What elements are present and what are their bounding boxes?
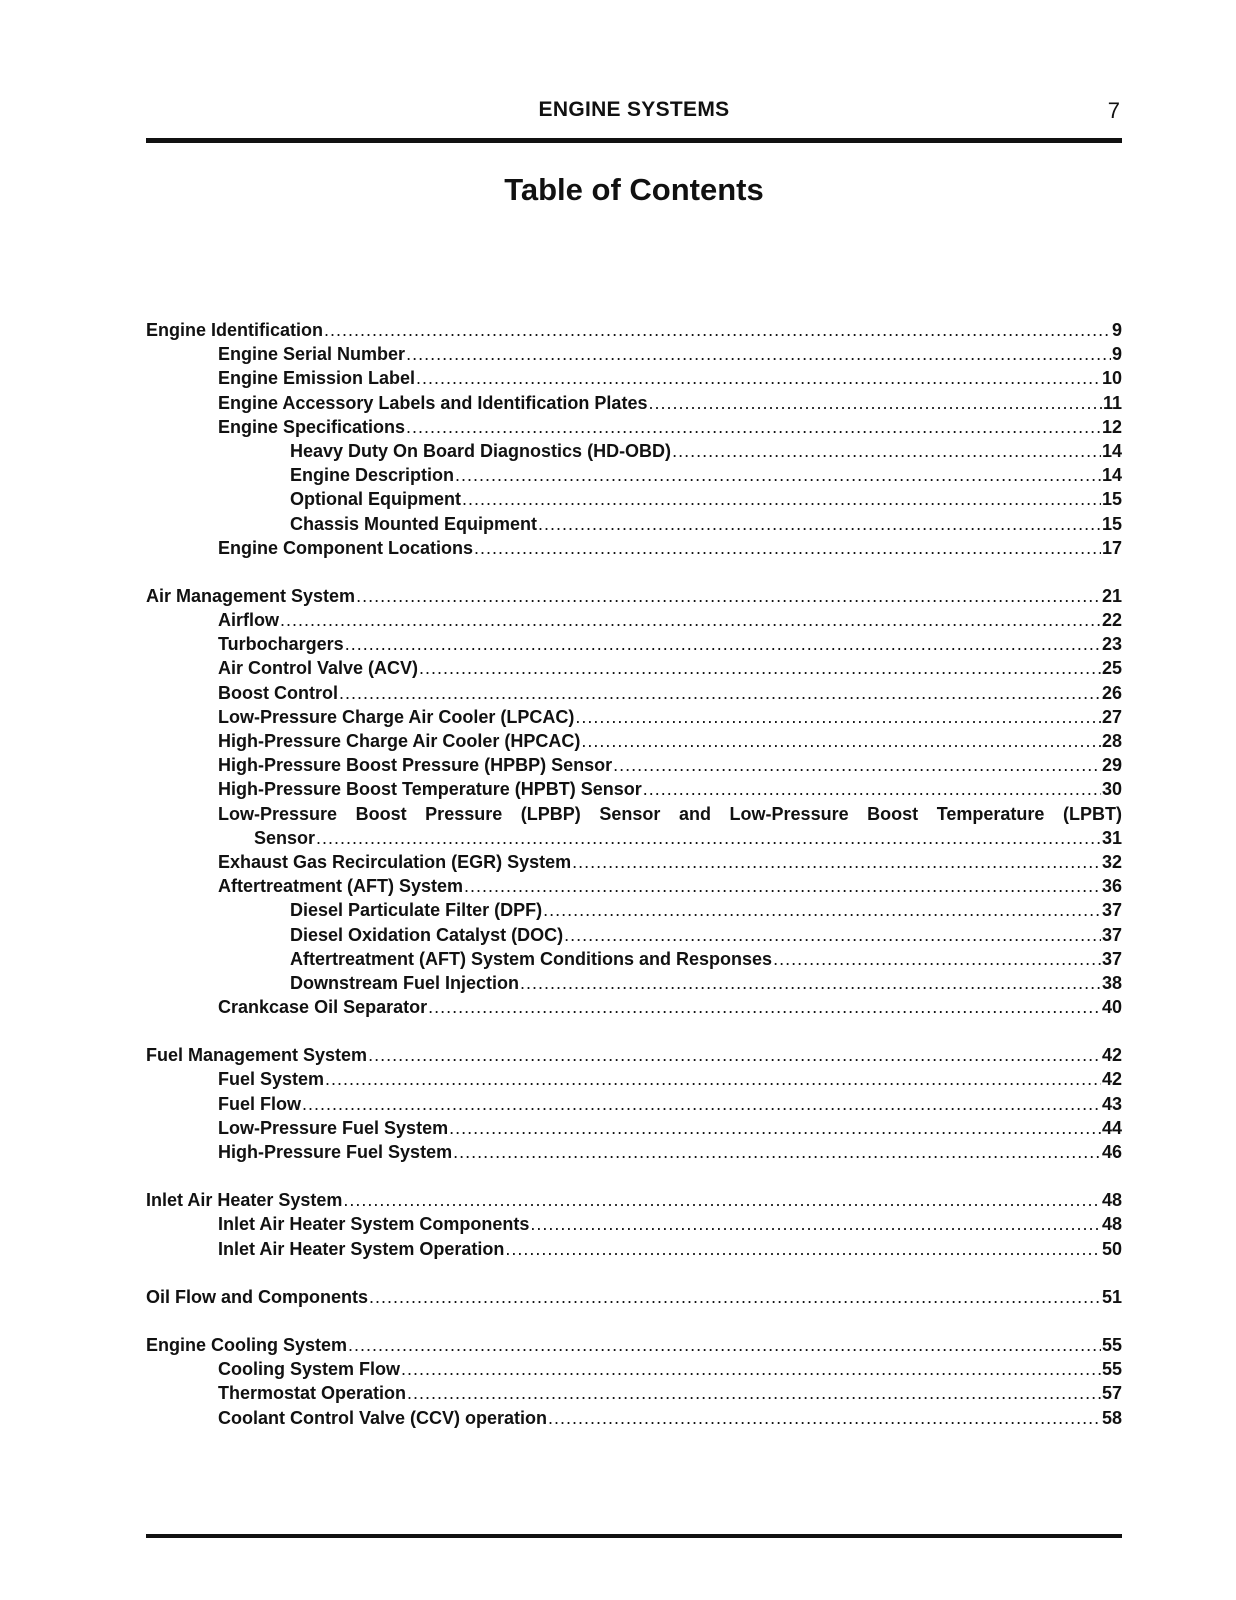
toc-entry[interactable] (146, 729, 1122, 753)
toc-entry-label: Thermostat Operation (218, 1383, 407, 1404)
toc-entry[interactable] (146, 1092, 1122, 1116)
toc-entry-label: Fuel System (218, 1069, 325, 1090)
toc-entry-page: 48 (1101, 1190, 1122, 1211)
page-number: 7 (1107, 98, 1120, 123)
toc-entry-page: 42 (1101, 1045, 1122, 1066)
toc-entry[interactable] (146, 1333, 1122, 1357)
toc-entry-label: Diesel Particulate Filter (DPF) (290, 900, 543, 921)
toc-entry[interactable] (146, 850, 1122, 874)
toc-entry-page: 37 (1101, 948, 1122, 969)
toc-entry[interactable] (146, 1357, 1122, 1381)
table-of-contents (146, 318, 1122, 1430)
toc-entry-label: Low-Pressure Fuel System (218, 1117, 449, 1138)
toc-entry-label: Heavy Duty On Board Diagnostics (HD-OBD) (290, 440, 672, 461)
toc-entry[interactable] (146, 391, 1122, 415)
dot-leader (369, 1285, 1101, 1309)
dot-leader (343, 1188, 1101, 1212)
toc-entry[interactable] (146, 366, 1122, 390)
dot-leader (474, 536, 1101, 560)
toc-entry-label: Oil Flow and Components (146, 1286, 368, 1307)
toc-entry-page: 42 (1101, 1069, 1122, 1090)
dot-leader (406, 342, 1111, 366)
toc-entry-label: Downstream Fuel Injection (290, 972, 520, 993)
toc-entry-page: 9 (1111, 320, 1122, 340)
toc-entry[interactable] (146, 415, 1122, 439)
toc-entry[interactable] (146, 705, 1122, 729)
toc-entry-label: Diesel Oxidation Catalyst (DOC) (290, 924, 564, 945)
toc-entry[interactable] (146, 342, 1122, 366)
toc-entry-label: Engine Cooling System (146, 1334, 348, 1355)
toc-entry-page: 55 (1101, 1359, 1122, 1380)
toc-entry-page: 15 (1101, 513, 1122, 534)
dot-leader (538, 512, 1101, 536)
toc-entry-label: Inlet Air Heater System Components (218, 1214, 530, 1235)
toc-entry[interactable] (146, 1212, 1122, 1236)
dot-leader (325, 1067, 1101, 1091)
toc-entry-label: Air Control Valve (ACV) (218, 658, 419, 679)
toc-entry-label: High-Pressure Boost Temperature (HPBT) Sensor (218, 779, 642, 800)
toc-entry-page: 46 (1101, 1142, 1122, 1162)
toc-entry[interactable] (146, 802, 1122, 850)
dot-leader (339, 681, 1101, 705)
dot-leader (428, 995, 1101, 1019)
toc-entry-label: High-Pressure Charge Air Cooler (HPCAC) (218, 731, 581, 751)
toc-entry[interactable] (146, 632, 1122, 656)
toc-entry-page: 10 (1101, 368, 1122, 389)
toc-entry[interactable] (146, 439, 1122, 463)
dot-leader (648, 391, 1102, 415)
toc-entry[interactable] (146, 777, 1122, 801)
dot-leader (345, 632, 1101, 656)
dot-leader (543, 898, 1101, 922)
toc-entry-label: Crankcase Oil Separator (218, 997, 428, 1018)
toc-entry-label: Engine Identification (146, 320, 324, 340)
toc-entry-page: 12 (1101, 416, 1122, 437)
toc-entry-label: High-Pressure Boost Pressure (HPBP) Sensor (218, 755, 613, 776)
toc-entry-label: Aftertreatment (AFT) System Conditions and Responses (290, 948, 773, 969)
toc-entry-page: 28 (1101, 731, 1122, 751)
toc-entry-page: 27 (1101, 706, 1122, 727)
dot-leader (462, 487, 1101, 511)
toc-entry[interactable] (146, 995, 1122, 1019)
toc-entry-page: 50 (1101, 1238, 1122, 1259)
toc-entry-page: 40 (1101, 997, 1122, 1018)
toc-entry[interactable] (146, 487, 1122, 511)
toc-entry-label: Coolant Control Valve (CCV) operation (218, 1407, 548, 1428)
toc-entry[interactable] (146, 1381, 1122, 1405)
toc-entry[interactable] (146, 536, 1122, 560)
toc-entry-label: Air Management System (146, 585, 356, 606)
toc-entry[interactable] (146, 947, 1122, 971)
toc-entry-label: Cooling System Flow (218, 1359, 401, 1380)
toc-entry-page: 38 (1101, 972, 1122, 993)
dot-leader (356, 584, 1101, 608)
toc-entry-page: 11 (1102, 392, 1122, 413)
toc-entry[interactable] (146, 681, 1122, 705)
toc-entry[interactable] (146, 971, 1122, 995)
footer-rule (146, 1534, 1122, 1538)
toc-entry-page: 17 (1101, 537, 1122, 558)
toc-entry-label: Aftertreatment (AFT) System (218, 876, 464, 897)
toc-entry-label: Engine Component Locations (218, 537, 473, 558)
toc-entry[interactable] (146, 1067, 1122, 1091)
toc-entry-page: 32 (1101, 851, 1122, 872)
toc-entry-label: Exhaust Gas Recirculation (EGR) System (218, 851, 572, 872)
toc-entry-page: 21 (1101, 585, 1122, 606)
toc-entry-page: 9 (1111, 344, 1122, 365)
toc-entry[interactable] (146, 1116, 1122, 1140)
dot-leader (368, 1043, 1101, 1067)
toc-entry-label: Low-Pressure Boost Pressure (LPBP) Sensor and Low-Pressure Boost Temperature (LPBT) (218, 803, 1122, 824)
dot-leader (581, 729, 1101, 753)
dot-leader (302, 1092, 1101, 1116)
dot-leader (464, 874, 1101, 898)
dot-leader (324, 318, 1111, 342)
toc-entry[interactable] (146, 1140, 1122, 1164)
toc-entry-page: 25 (1101, 658, 1122, 679)
toc-entry-label: Engine Specifications (218, 416, 406, 437)
dot-leader (575, 705, 1101, 729)
document-title: Table of Contents (504, 172, 764, 207)
toc-entry-page: 55 (1101, 1334, 1122, 1355)
toc-entry-page: 44 (1101, 1117, 1122, 1138)
toc-entry-label: Fuel Management System (146, 1045, 368, 1066)
toc-entry-label: Engine Description (290, 465, 455, 486)
toc-entry-page: 48 (1101, 1214, 1122, 1235)
toc-entry-label: Chassis Mounted Equipment (290, 513, 538, 534)
toc-entry[interactable] (146, 608, 1122, 632)
section-title: ENGINE SYSTEMS (538, 98, 730, 121)
dot-leader (455, 463, 1101, 487)
toc-entry[interactable] (146, 463, 1122, 487)
toc-entry[interactable] (146, 1188, 1122, 1212)
toc-entry[interactable] (146, 923, 1122, 947)
toc-entry-page: 26 (1101, 682, 1122, 703)
dot-leader (572, 850, 1101, 874)
toc-entry-label: Engine Emission Label (218, 368, 416, 389)
toc-entry-label: Inlet Air Heater System Operation (218, 1238, 505, 1259)
dot-leader (401, 1357, 1101, 1381)
page-header (146, 98, 1122, 126)
toc-entry-page: 15 (1101, 489, 1122, 510)
dot-leader (613, 753, 1101, 777)
toc-entry-label: Turbochargers (218, 634, 344, 655)
dot-leader (416, 366, 1101, 390)
toc-entry-page: 22 (1101, 610, 1122, 631)
toc-entry-page: 36 (1101, 876, 1122, 897)
toc-entry[interactable] (146, 1406, 1122, 1430)
dot-leader (505, 1237, 1101, 1261)
toc-entry-page: 29 (1101, 755, 1122, 776)
dot-leader (280, 608, 1101, 632)
toc-entry-page: 37 (1101, 924, 1122, 945)
dot-leader (530, 1212, 1101, 1236)
dot-leader (406, 415, 1101, 439)
toc-entry[interactable] (146, 318, 1122, 342)
toc-entry-page: 37 (1101, 900, 1122, 921)
toc-entry-label: Engine Accessory Labels and Identification Plates (218, 392, 648, 413)
header-rule (146, 138, 1122, 143)
dot-leader (564, 923, 1101, 947)
toc-entry-label: Inlet Air Heater System (146, 1190, 343, 1211)
toc-entry-label: Optional Equipment (290, 489, 461, 510)
dot-leader (449, 1116, 1101, 1140)
toc-entry-label: Fuel Flow (218, 1093, 301, 1114)
toc-entry[interactable] (146, 1285, 1122, 1309)
toc-entry-page: 51 (1101, 1286, 1122, 1307)
toc-entry-label: High-Pressure Fuel System (218, 1142, 453, 1162)
toc-entry[interactable] (146, 512, 1122, 536)
toc-entry[interactable] (146, 898, 1122, 922)
toc-entry-page: 30 (1101, 779, 1122, 800)
toc-entry-page: 14 (1101, 465, 1122, 486)
dot-leader (520, 971, 1101, 995)
toc-entry-page: 14 (1101, 440, 1122, 461)
toc-entry-page: 57 (1101, 1383, 1122, 1404)
toc-entry[interactable] (146, 1043, 1122, 1067)
toc-entry[interactable] (146, 584, 1122, 608)
dot-leader (643, 777, 1101, 801)
toc-entry[interactable] (146, 1237, 1122, 1261)
toc-entry-label-continued: Sensor (254, 827, 316, 848)
dot-leader (419, 656, 1101, 680)
toc-entry-page: 31 (1101, 827, 1122, 848)
dot-leader (672, 439, 1101, 463)
toc-entry-label: Low-Pressure Charge Air Cooler (LPCAC) (218, 706, 575, 727)
dot-leader (348, 1333, 1101, 1357)
toc-entry-label: Engine Serial Number (218, 344, 406, 365)
dot-leader (407, 1381, 1101, 1405)
dot-leader (773, 947, 1101, 971)
dot-leader (548, 1406, 1101, 1430)
toc-entry-page: 43 (1101, 1093, 1122, 1114)
toc-entry-label: Boost Control (218, 682, 338, 703)
toc-entry-label: Airflow (218, 610, 279, 631)
toc-entry[interactable] (146, 656, 1122, 680)
dot-leader (316, 826, 1101, 850)
toc-entry-page: 23 (1101, 634, 1122, 655)
dot-leader (453, 1140, 1101, 1164)
toc-entry-page: 58 (1101, 1407, 1122, 1428)
toc-entry[interactable] (146, 874, 1122, 898)
toc-entry[interactable] (146, 753, 1122, 777)
